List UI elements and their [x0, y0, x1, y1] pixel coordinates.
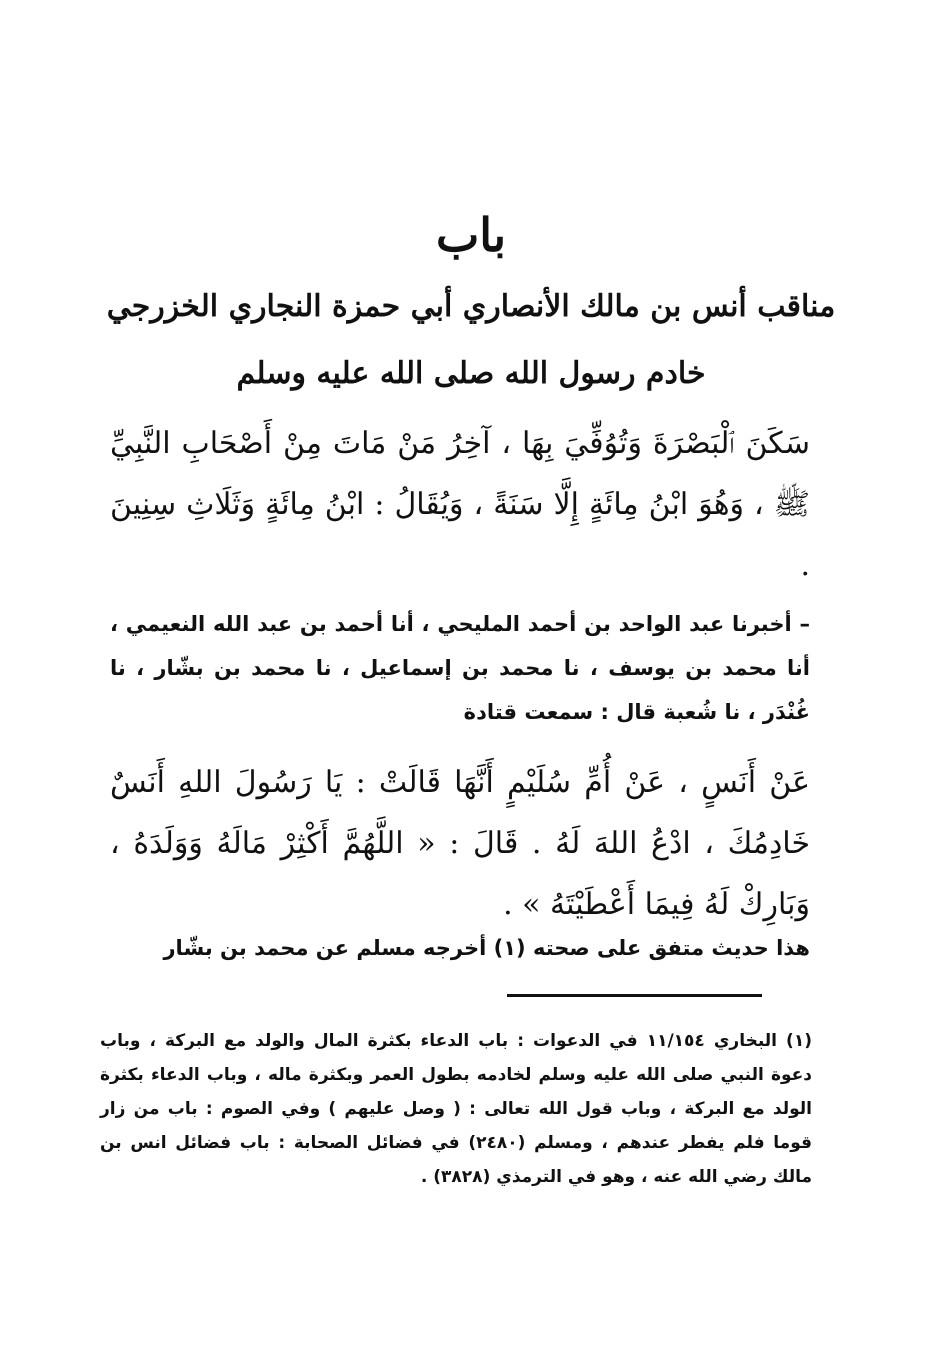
footnote: (١) البخاري ١١/١٥٤ في الدعوات : باب الدعاء بكثرة المال والولد مع البركة ، وباب دعوة النبي صلى الله عليه وسلم لخادمه بطول العمر وبكثرة ماله ، وباب الدعاء بكثرة الولد مع البركة ، وباب قول الله تعالى : ( وصل عليهم ) وفي الصوم : باب من زار قوما فلم يفطر عندهم ، ومسلم (٢٤٨٠) في فضائل الصحابة : باب فضائل انس بن مالك رضي الله عنه ، وهو في الترمذي (٣٨٢٨) .: [100, 1031, 812, 1187]
isnad-paragraph: – أخبرنا عبد الواحد بن أحمد المليحي ، أنا أحمد بن عبد الله النعيمي ، أنا محمد بن يوسف ، نا محمد بن إسماعيل ، نا محمد بن بشّار ، نا غُنْدَر ، نا شُعبة قال : سمعت قتادة: [110, 612, 810, 724]
chapter-subtitle-line2: خادم رسول الله صلى الله عليه وسلم: [236, 356, 706, 391]
chapter-subtitle-line1: مناقب أنس بن مالك الأنصاري أبي حمزة النجاري الخزرجي: [106, 289, 836, 324]
footnote-separator: [507, 994, 762, 997]
chapter-title: باب: [435, 208, 507, 262]
intro-paragraph: سَكَنَ ٱلْبَصْرَةَ وَتُوُفِّيَ بِهَا ، آخِرُ مَنْ مَاتَ مِنْ أَصْحَابِ النَّبِيِّ ﷺ ، وَهُوَ ابْنُ مِائَةٍ إِلَّا سَنَةً ، وَيُقَالُ : ابْنُ مِائَةٍ وَثَلَاثِ سِنِينَ .: [110, 426, 810, 583]
grading-line: هذا حديث متفق على صحته (١) أخرجه مسلم عن محمد بن بشّار: [163, 936, 810, 960]
hadith-paragraph: عَنْ أَنَسٍ ، عَنْ أُمِّ سُلَيْمٍ أَنَّهَا قَالَتْ : يَا رَسُولَ اللهِ أَنَسٌ خَادِمُكَ ، ادْعُ اللهَ لَهُ . قَالَ : « اللَّهُمَّ أَكْثِرْ مَالَهُ وَوَلَدَهُ ، وَبَارِكْ لَهُ فِيمَا أَعْطَيْتَهُ » .: [110, 765, 810, 922]
